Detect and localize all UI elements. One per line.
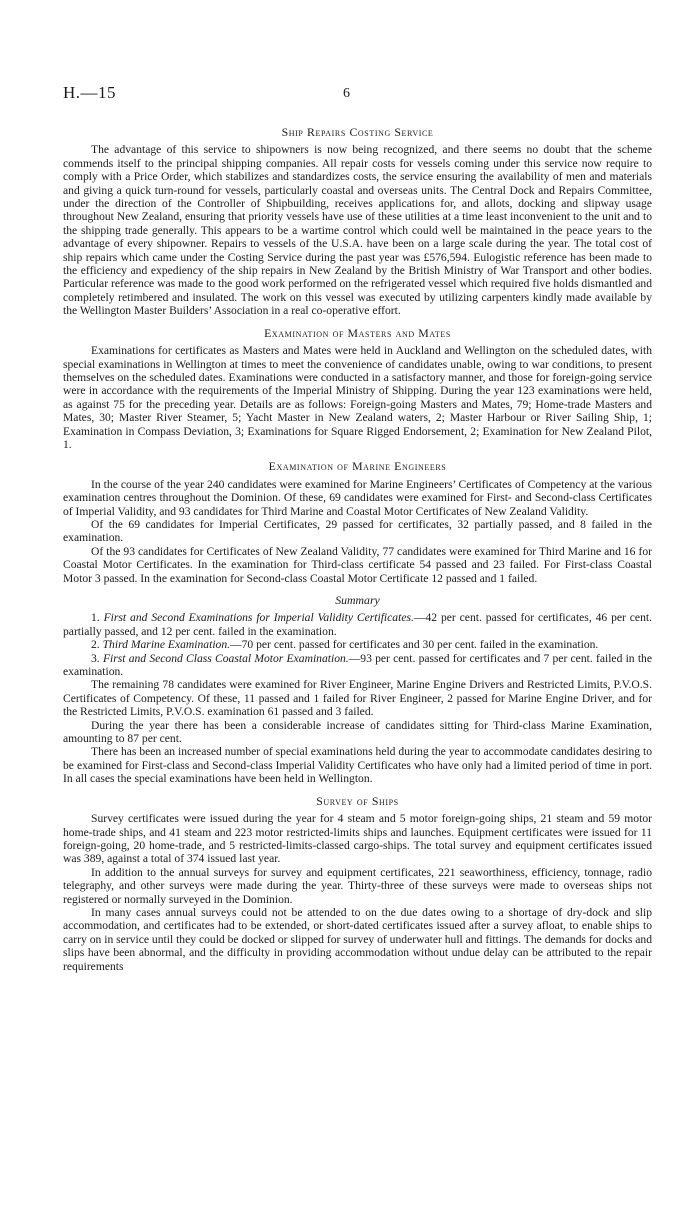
item-number: 2. (91, 638, 100, 652)
section-marine-engineers (63, 460, 652, 585)
paragraph: The remaining 78 candidates were examined for River Engineer, Marine Engine Drivers and Restricted Limits, P.V.O.S. Certificates of Competency. Of these, 11 passed and 1 failed for River Engineer, 2 passed for Marine Engine Driver, and for the Restricted Limits, P.V.O.S. examination 61 passed and 3 failed. (63, 678, 652, 719)
section-ship-repairs-costing (63, 126, 652, 318)
summary-item (63, 611, 652, 638)
summary-item (63, 652, 652, 679)
item-text: —70 per cent. passed for certificates and 30 per cent. failed in the examination. (230, 638, 599, 652)
paragraph: There has been an increased number of special examinations held during the year to accommodate candidates desiring to be examined for First-class and Second-class Imperial Validity Certificates who have only had a limited period of time in port. In all cases the special examinations have been held in Wellington. (63, 745, 652, 786)
item-number: 1. (91, 611, 100, 625)
section-masters-mates (63, 327, 652, 452)
section-heading: Examination of Masters and Mates (264, 325, 451, 340)
paragraph: In many cases annual surveys could not be attended to on the due dates owing to a shortage of dry-dock and slip accommodation, and certificates had to be extended, or short-dated certificates issued after a survey afloat, to enable ships to carry on in service until they could be docked or slipped for survey of underwater hull and fittings. The demands for docks and slips have been abnormal, and the difficulty in providing accommodation without undue delay can be attributed to the repair requirements (63, 905, 652, 973)
page-number: 6 (343, 86, 350, 101)
item-number: 3. (91, 651, 100, 665)
section-survey-of-ships (63, 795, 652, 973)
paragraph: Examinations for certificates as Masters and Mates were held in Auckland and Wellington on the scheduled dates, with special examinations in Wellington at times to meet the convenience of candidates unable, owing to war conditions, to present themselves on the scheduled dates. Examinations were conducted in a satisfactory manner, and those for foreign-going service were in accordance with the requirements of the Imperial Ministry of Shipping. During the year 123 examinations were held, as against 75 for the preceding year. Details are as follows: Foreign-going Masters and Mates, 79; Home-trade Masters and Mates, 30; Master River Steamer, 5; Yacht Master in New Zealand waters, 2; Master Harbour or River Sailing Ship, 1; Examination in Compass Deviation, 3; Examinations for Square Rigged Endorsement, 2; Examination for New Zealand Pilot, 1. (63, 344, 652, 451)
paragraph: Survey certificates were issued during the year for 4 steam and 5 motor foreign-going ships, 21 steam and 59 motor home-trade ships, and 41 steam and 223 motor restricted-limits ships and launches. Equipment certificates were issued for 11 foreign-going, 20 home-trade, and 5 restricted-limits-classed cargo-ships. The total survey and equipment certificates issued was 389, against a total of 374 issued last year. (63, 812, 652, 866)
section-summary (63, 594, 652, 786)
summary-item (63, 638, 652, 651)
section-heading: Ship Repairs Costing Service (281, 125, 434, 139)
paragraph: In the course of the year 240 candidates were examined for Marine Engineers’ Certificates of Competency at the various examination centres throughout the Dominion. Of these, 69 candidates were examined for First- and Second-class Certificates of Imperial Validity, and 93 candidates for Third Marine and Coastal Motor Certificates of New Zealand Validity. (63, 477, 652, 518)
page-reference: H.—15 (63, 83, 117, 102)
paragraph: During the year there has been a considerable increase of candidates sitting for Third-class Marine Examination, amounting to 87 per cent. (63, 718, 652, 746)
item-label: Third Marine Examination. (102, 638, 231, 652)
paragraph: In addition to the annual surveys for survey and equipment certificates, 221 seaworthiness, efficiency, tonnage, radio telegraphy, and other surveys were made during the year. Thirty-three of these surveys were made to overseas ships not registered or normally surveyed in the Dominion. (63, 865, 652, 906)
item-text: —42 per cent. passed for certificates, 46 per cent. partially passed, and 12 per cent. failed in the examination. (63, 611, 652, 638)
paragraph: Of the 69 candidates for Imperial Certificates, 29 passed for certificates, 32 partially passed, and 8 failed in the examination. (63, 517, 652, 545)
item-text: —93 per cent. passed for certificates and 7 per cent. failed in the examination. (63, 651, 652, 679)
item-label: First and Second Class Coastal Motor Examination. (102, 651, 349, 665)
section-heading: Summary (335, 593, 380, 607)
item-label: First and Second Examinations for Imperial Validity Certificates. (103, 611, 414, 625)
section-heading: Examination of Marine Engineers (268, 459, 447, 474)
paragraph: Of the 93 candidates for Certificates of New Zealand Validity, 77 candidates were examined for Third Marine and 16 for Coastal Motor Certificates. In the examination for Third-class certificate 54 passed and 23 failed. For First-class Coastal Motor 3 passed. In the examination for Second-class Coastal Motor Certificate 12 passed and 1 failed. (63, 544, 652, 585)
section-heading: Survey of Ships (316, 793, 399, 808)
paragraph: The advantage of this service to shipowners is now being recognized, and there seems no doubt that the scheme commends itself to the principal shipping companies. All repair costs for vessels coming under this service now require to comply with a Price Order, which stabilizes and standardizes costs, the service ensuring the availability of men and materials and giving a quick turn-round for vessels, particularly coastal and overseas units. The Central Dock and Repairs Committee, under the direction of the Controller of Shipbuilding, receives applications for, and allots, docking and slipway usage throughout New Zealand, ensuring that priority vessels have use of these utilities at a time least inconvenient to the unit and to the shipping trade generally. This appears to be a wartime control which could well be maintained in the peace years to the advantage of every shipowner. Repairs to vessels of the U.S.A. have been on a large scale during the year. The total cost of ship repairs which came under the Costing Service during the past year was £576,594. Eulogistic reference has been made to the efficiency and expediency of the ship repairs in New Zealand by the British Ministry of War Transport and other bodies. Particular reference was made to the good work performed on the refrigerated vessel which required five holds dismantled and completely retimbered and insulated. The work on this vessel was executed by utilizing carpenters kindly made available by the Wellington Master Builders’ Association in a real co-operative effort. (63, 143, 652, 318)
